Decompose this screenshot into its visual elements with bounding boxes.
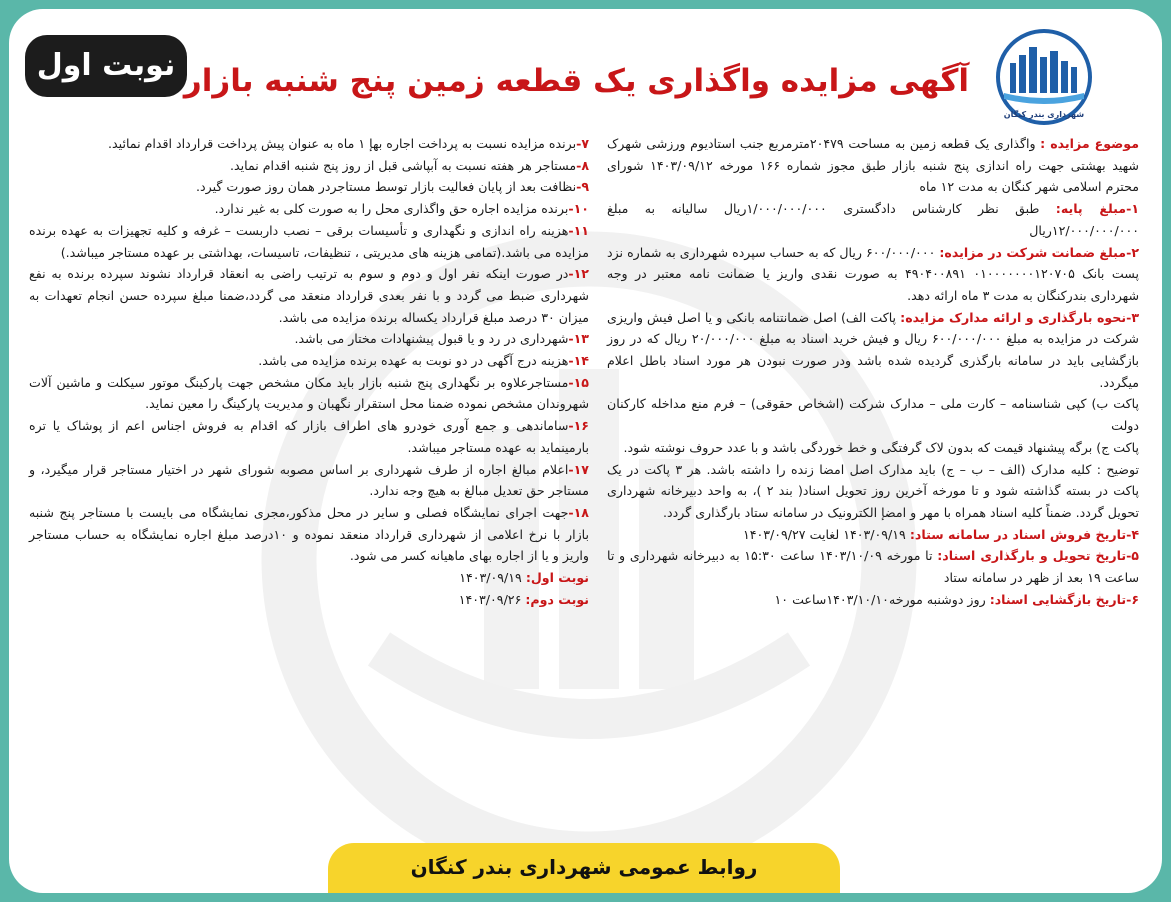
logo-caption: شهرداری بندر کنگان	[1003, 110, 1085, 119]
item-14: ۱۴-هزینه درج آگهی در دو نوبت به عهده برنده مزایده می باشد.	[258, 353, 589, 369]
second-round-line: نوبت دوم: ۱۴۰۳/۰۹/۲۶	[458, 591, 589, 607]
item-3-packet-c: پاکت ج) برگه پیشنهاد قیمت که بدون لاک گرفتگی و خط خوردگی باشد و با عدد حروف نوشته شود.	[623, 439, 1139, 455]
item-3-packet-b: پاکت ب) کپی شناسنامه – کارت ملی – مدارک شرکت (اشخاص حقوقی) – فرم منع مداخله کارکنان دولت	[607, 396, 1139, 434]
item-6: ۶-تاریخ بازگشایی اسناد: روز دوشنبه مورخه۱۴۰۳/۱۰/۱۰ساعت ۱۰	[774, 591, 1139, 607]
item-3: ۳-نحوه بارگذاری و ارائه مدارک مزایده: پاکت الف) اصل ضمانتنامه بانکی و یا اصل فیش واریزی شرکت در مزایده به مبلغ ۶۰۰/۰۰۰/۰۰۰ ریال و فیش خرید اسناد به مبلغ ۲۰/۰۰۰/۰۰۰ ریال که در روز بازگشایی باید در سامانه بارگذری گردیده شده باشد ودر صورت نبودن هر مورد اسناد باطل اعلام میگردد.	[607, 309, 1139, 390]
first-round-line: نوبت اول: ۱۴۰۳/۰۹/۱۹	[459, 570, 589, 586]
item-15: ۱۵-مستاجرعلاوه بر نگهداری پنج شنبه بازار باید مکان مشخص جهت پارکینگ موتور سیکلت و ماشین آلات شهروندان مشخص نموده ضمنا محل استقرار نگهبان و مدیریت پارکینگ را معین نماید.	[29, 374, 589, 412]
subject-paragraph	[607, 133, 1139, 198]
item-16: ۱۶-ساماندهی و جمع آوری خودرو های اطراف بازار که اقدام به فروش اجناس اعم از پوشاک یا تره بارمینماید به عهده مستاجر میباشد.	[29, 418, 589, 455]
left-column	[29, 133, 589, 610]
page-title: آگهی مزایده واگذاری یک قطعه زمین پنج شنبه بازار	[183, 63, 969, 99]
item-3-note: توضیح : کلیه مدارک (الف – ب – ج) باید مدارک اصل امضا زنده را داشته باشد. هر ۳ پاکت در یک پاکت در بسته گذاشته شود و تا مورخه آخرین روز تحویل اسناد( بند ۲ )، به واحد دبیرخانه شهرداری تحویل گردد. ضمناً کلیه اسناد همراه با مهر و امضإ الکترونیک در سامانه ستاد بارگذاری گردد.	[607, 461, 1139, 520]
item-12: ۱۲-در صورت اینکه نفر اول و دوم و سوم به ترتیب راضی به انعقاد قرارداد نشوند سپرده برنده به نفع شهرداری ضبط می گردد و با نفر بعدی قرارداد منعقد می گردد،ضمنا مبلغ سپرده حسن انجام تعهدات به میزان ۳۰ درصد مبلغ قرارداد یکساله برنده مزایده می باشد.	[29, 266, 589, 325]
item-2: ۲-مبلغ ضمانت شرکت در مزایده: ۶۰۰/۰۰۰/۰۰۰ ریال که به حساب سپرده شهرداری به شماره نزد پست بانک ۰۱۰۰۰۰۰۰۰۱۲۰۷۰۵ ۴۹۰۴۰۰۸۹۱ به صورت نقدی واریز یا ضمانت نامه معتبر در وجه شهرداری بندرکنگان به مدت ۳ ماه ارائه دهد.	[607, 244, 1139, 303]
municipality-logo-icon	[994, 27, 1094, 127]
item-10: ۱۰-برنده مزایده اجاره حق واگذاری محل را به صورت کلی به غیر ندارد.	[214, 201, 589, 217]
subject-text: واگذاری یک قطعه زمین به مساحت ۲۰۴۷۹مترمربع جنب استادیوم ورزشی شهرک شهید بهشتی جهت راه اندازی پنج شنبه بازار طبق مجوز شماره ۱۶۶ مورخه ۱۴۰۳/۰۹/۱۲ شورای محترم اسلامی شهر کنگان به مدت ۱۲ ماه	[607, 136, 1139, 195]
subject-label: موضوع مزایده :	[1040, 136, 1139, 151]
right-column	[607, 133, 1139, 610]
item-17: ۱۷-اعلام مبالغ اجاره از طرف شهرداری بر اساس مصوبه شورای شهر در اختیار مستاجر قرار میگیرد، و مستاجر حق تعدیل مبالغ به هیچ وجه ندارد.	[29, 461, 589, 499]
item-18: ۱۸-جهت اجرای نمایشگاه فصلی و سایر در محل مذکور،مجری نمایشگاه می بایست با مستاجر پنج شنبه بازار با نرخ اعلامی از شهرداری قرارداد منعقد نموده و ۱۰درصد مبلغ اجاره نمایشگاه به حساب مستاجر واریز و یا از اجاره بهای ماهیانه کسر می شود.	[29, 504, 589, 564]
item-9: ۹-نظافت بعد از پایان فعالیت بازار توسط مستاجردر همان روز صورت گیرد.	[196, 179, 589, 195]
item-8: ۸-مستاجر هر هفته نسبت به آبپاشی قبل از روز پنج شنبه اقدام نماید.	[229, 157, 589, 173]
footer-public-relations: روابط عمومی شهرداری بندر کنگان	[328, 843, 840, 893]
item-4: ۴-تاریخ فروش اسناد در سامانه ستاد: ۱۴۰۳/۰۹/۱۹ لغایت ۱۴۰۳/۰۹/۲۷	[742, 526, 1139, 542]
round-badge: نوبت اول	[25, 35, 187, 97]
item-13: ۱۳-شهرداری در رد و یا قبول پیشنهادات مختار می باشد.	[294, 331, 589, 347]
notice-sheet	[9, 9, 1162, 893]
item-1: ۱-مبلغ پایه: طبق نظر کارشناس دادگستری ۱/۰۰۰/۰۰۰/۰۰۰ریال سالیانه به مبلغ ۱۲/۰۰۰/۰۰۰/۰۰۰ریال	[607, 201, 1139, 238]
item-5: ۵-تاریخ تحویل و بارگذاری اسناد: تا مورخه ۱۴۰۳/۱۰/۰۹ ساعت ۱۵:۳۰ به دبیرخانه شهرداری و تا ساعت ۱۹ بعد از ظهر در سامانه ستاد	[607, 548, 1139, 586]
item-11: ۱۱-هزینه راه اندازی و نگهداری و تأسیسات برقی – نصب داربست – غرفه و کلیه تجهیزات به عهده برنده مزایده می باشد.(تمامی هزینه های مدیریتی ، تنظیفات، تاسیسات، بهداشتی بر عهده مستاجر میباشد.)	[29, 222, 589, 260]
item-7: ۷-برنده مزایده نسبت به پرداخت اجاره بهإ ۱ ماه به عنوان پیش پرداخت قرارداد اقدام نمائید.	[108, 136, 589, 151]
